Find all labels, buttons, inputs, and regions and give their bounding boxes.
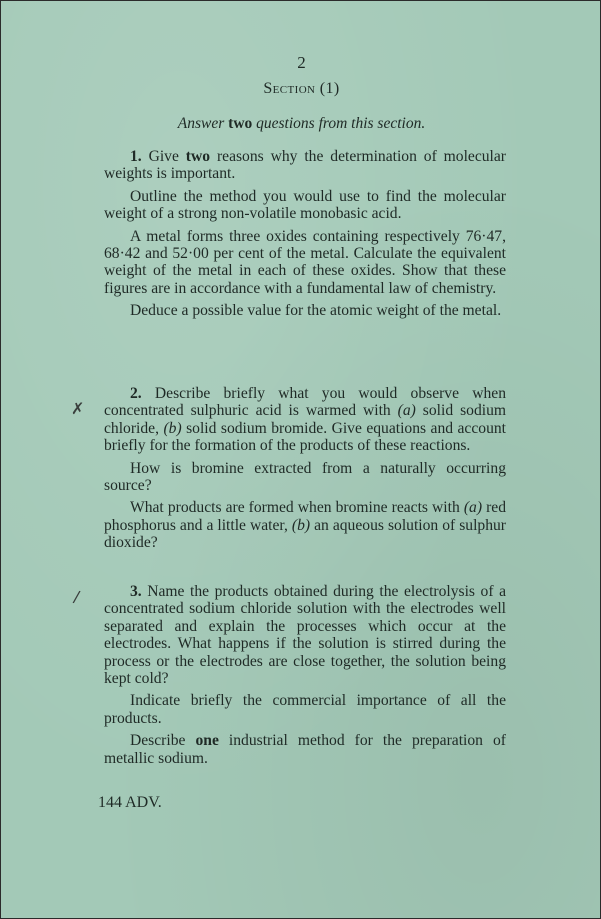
q3-p3-bold: one	[195, 732, 219, 750]
q2-p3-b: red phosphorus and a little water,	[104, 499, 506, 534]
section-instruction	[1, 115, 601, 133]
q2-label-b2: (b)	[291, 516, 311, 534]
q1-para-4: Deduce a possible value for the atomic weight of the metal.	[130, 302, 502, 320]
instruction-bold: two	[228, 115, 253, 132]
q1-number: 1.	[130, 148, 142, 165]
q3-p3-post: industrial method for the preparation of metallic sodium.	[104, 732, 506, 767]
q2-p1-c: solid sodium bromide. Give equations and account briefly for the formation of the products of these reactions.	[104, 419, 507, 455]
instruction-part2: questions from this section.	[256, 115, 426, 132]
q3-para-2: Indicate briefly the commercial importance of all the products.	[104, 692, 506, 727]
instruction-part1: Answer	[177, 115, 225, 132]
q3-p1: Name the products obtained during the electrolysis of a concentrated sodium chloride solution with the electrodes well separated and explain the processes which occur at the electrodes. What happens if the solution is stirred during the process or the electrodes are close together, the solution being kept cold?	[104, 583, 506, 688]
q2-label-b: (b)	[163, 419, 182, 437]
q2-p1-b: solid sodium chloride,	[104, 402, 506, 437]
page-number: 2	[297, 53, 306, 72]
q1-para-3: A metal forms three oxides containing respectively 76·47, 68·42 and 52·00 per cent of the metal. Calculate the equivalent weight of the metal in each of these oxides. Show that these figures are in accordance with a fundamental law of chemistry.	[104, 227, 506, 297]
q2-para-2: How is bromine extracted from a naturally occurring source?	[104, 459, 506, 495]
question-1	[104, 148, 506, 320]
q2-label-a2: (a)	[463, 499, 483, 517]
question-3	[104, 583, 506, 767]
q3-p3-pre: Describe	[130, 732, 196, 750]
q1-p1-post: reasons why the determination of molecular weights is important.	[104, 148, 507, 183]
q1-p1-pre: Give	[141, 148, 186, 165]
pencil-stroke-mark-icon: /	[72, 586, 82, 607]
q2-para-3	[104, 499, 506, 551]
section-heading	[1, 80, 601, 98]
q3-number: 3.	[130, 583, 142, 600]
q2-number: 2.	[130, 385, 142, 402]
q2-para-1	[104, 385, 506, 455]
question-2	[104, 385, 506, 552]
pencil-cross-mark-icon: ✗	[71, 399, 85, 418]
q3-para-1	[104, 583, 506, 687]
q2-p3-a: What products are formed when bromine reacts with	[130, 499, 464, 517]
paper-code: 144 ADV.	[98, 794, 162, 811]
section-heading-text: Section (1)	[263, 80, 340, 97]
q2-p3-c: an aqueous solution of sulphur dioxide?	[104, 516, 506, 552]
q1-p1-bold: two	[185, 148, 211, 165]
q1-para-1	[104, 148, 506, 183]
q1-para-2: Outline the method you would use to find the molecular weight of a strong non-volatile monobasic acid.	[104, 187, 506, 223]
q2-p1-a: Describe briefly what you would observe when concentrated sulphuric acid is warmed with	[104, 385, 506, 420]
q3-para-3	[104, 732, 506, 767]
q2-label-a: (a)	[397, 402, 416, 420]
